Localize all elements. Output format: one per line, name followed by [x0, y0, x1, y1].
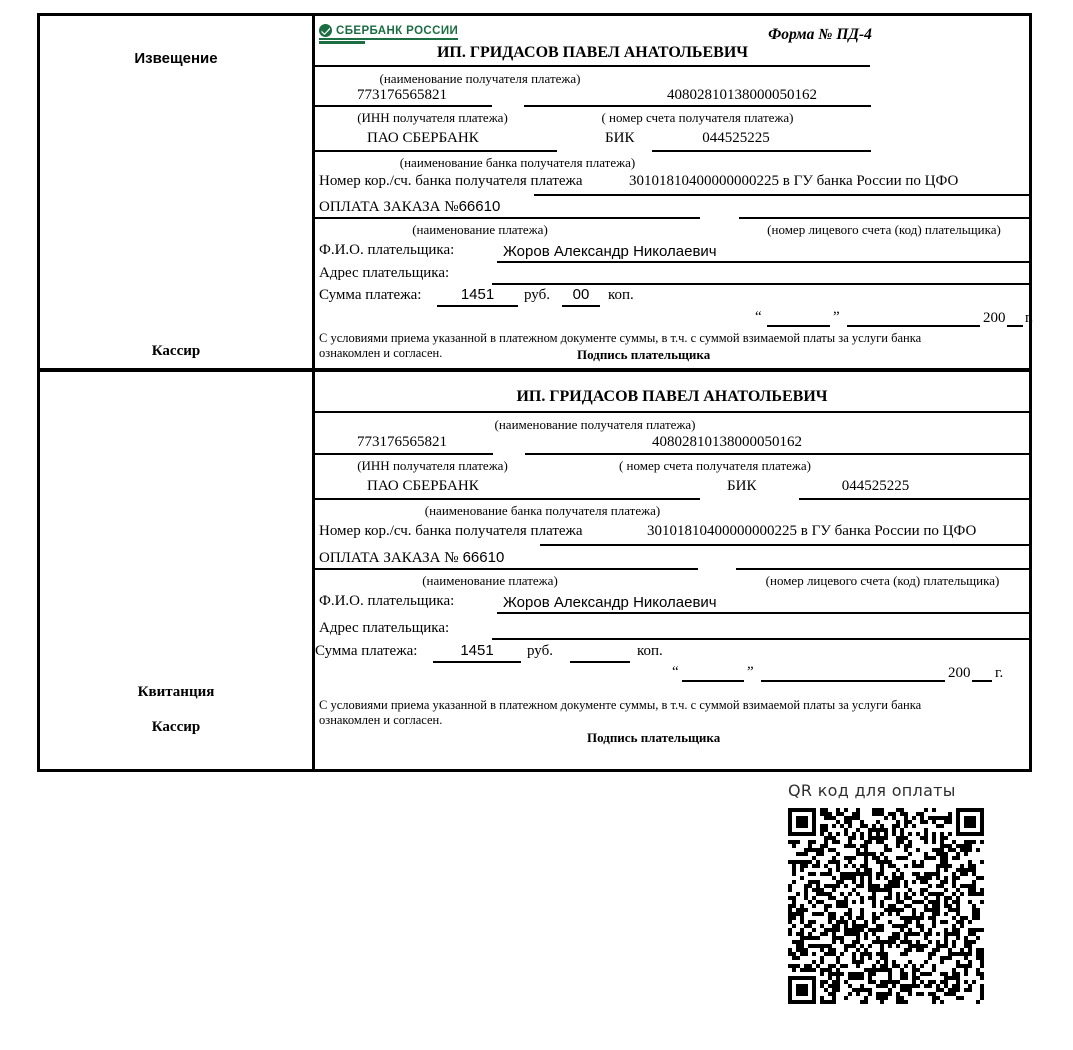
underline [652, 150, 871, 152]
receipt-left-cell [40, 372, 312, 769]
caption-recipient: (наименование получателя платежа) [494, 417, 696, 432]
underline [1007, 325, 1023, 327]
receipt-cashier-label: Кассир [151, 719, 201, 735]
caption-personal-account: (номер лицевого счета (код) плательщика) [767, 222, 1001, 237]
inn-value: 773176565821 [357, 434, 447, 450]
recipient-name: ИП. ГРИДАСОВ ПАВЕЛ АНАТОЛЬЕВИЧ [436, 44, 749, 61]
caption-bank: (наименование банка получателя платежа) [399, 155, 636, 170]
agreement-text: С условиями приема указанной в платежном документе суммы, в т.ч. с суммой взимаемой платы за услуги банка ознакомлен и согласен. [319, 698, 922, 728]
caption-payment: (наименование платежа) [422, 573, 558, 588]
agreement-text: С условиями приема указанной в платежном документе суммы, в т.ч. с суммой взимаемой платы за услуги банка ознакомлен и согласен. [319, 331, 922, 361]
rub-label: руб. [527, 643, 553, 659]
form-number-label: Форма № ПД-4 [768, 26, 872, 43]
quote-open: “ [755, 309, 762, 325]
recipient-name: ИП. ГРИДАСОВ ПАВЕЛ АНАТОЛЬЕВИЧ [516, 388, 828, 405]
quote-close: ” [747, 664, 754, 680]
payment-name-label: ОПЛАТА ЗАКАЗА № [319, 199, 459, 215]
receipt-label: Квитанция [137, 684, 215, 700]
corr-value: 30101810400000000225 в ГУ банка России по ЦФО [629, 173, 959, 189]
caption-account: ( номер счета получателя платежа) [618, 458, 812, 473]
year-suffix: г. [1025, 310, 1034, 326]
bank-name: ПАО СБЕРБАНК [367, 130, 479, 146]
qr-code [788, 808, 984, 1004]
corr-label: Номер кор./сч. банка получателя платежа [319, 173, 583, 189]
underline [433, 661, 521, 663]
corr-value: 30101810400000000225 в ГУ банка России по ЦФО [647, 523, 977, 539]
notice-left-cell [40, 16, 312, 368]
underline [540, 544, 1029, 546]
sum-value: 1451 [460, 286, 495, 303]
bik-value: 044525225 [702, 130, 770, 146]
payment-form-table [37, 13, 1032, 772]
kop-value: 00 [572, 286, 590, 303]
kop-label: коп. [637, 643, 663, 659]
underline [562, 305, 600, 307]
notice-cashier-label: Кассир [151, 343, 201, 359]
underline [492, 283, 1029, 285]
year-suffix: г. [995, 665, 1004, 681]
caption-payment: (наименование платежа) [412, 222, 548, 237]
underline [315, 217, 700, 219]
underline [739, 217, 1029, 219]
underline [497, 612, 1029, 614]
bik-label: БИК [605, 130, 635, 146]
caption-inn: (ИНН получателя платежа) [357, 458, 508, 473]
address-label: Адрес плательщика: [319, 620, 450, 636]
quote-open: “ [672, 664, 679, 680]
fio-value: Жоров Александр Николаевич [503, 243, 717, 260]
sum-label: Сумма платежа: [319, 287, 422, 303]
underline [525, 453, 1029, 455]
payment-name [319, 198, 500, 216]
sberbank-circle-icon [319, 24, 332, 37]
sum-value: 1451 [460, 642, 494, 659]
underline [315, 65, 870, 67]
account-value: 40802810138000050162 [667, 87, 817, 103]
underline [570, 661, 630, 663]
underline [315, 568, 698, 570]
quote-close: ” [833, 309, 840, 325]
underline [534, 194, 1029, 196]
underline [847, 325, 980, 327]
underline [315, 150, 557, 152]
sum-label: Сумма платежа: [315, 643, 418, 659]
fio-value: Жоров Александр Николаевич [503, 594, 717, 611]
caption-recipient: (наименование получателя платежа) [379, 71, 581, 86]
underline [315, 453, 493, 455]
underline [761, 680, 945, 682]
underline [497, 261, 1029, 263]
underline [682, 680, 744, 682]
fio-label: Ф.И.О. плательщика: [319, 593, 455, 609]
sberbank-logo [319, 24, 458, 44]
payer-signature-label: Подпись плательщика [587, 730, 721, 745]
underline [315, 498, 700, 500]
payment-name [319, 549, 504, 567]
caption-inn: (ИНН получателя платежа) [357, 110, 508, 125]
underline [736, 568, 1029, 570]
inn-value: 773176565821 [357, 87, 447, 103]
caption-personal-account: (номер лицевого счета (код) плательщика) [765, 573, 1000, 588]
receipt-right-cell [315, 372, 1029, 769]
fio-label: Ф.И.О. плательщика: [319, 242, 455, 258]
notice-right-cell [315, 16, 1034, 368]
bik-label: БИК [727, 478, 757, 494]
underline [437, 305, 518, 307]
bik-value: 044525225 [841, 478, 910, 494]
qr-code-label: QR код для оплаты [788, 781, 956, 800]
kop-label: коп. [608, 287, 634, 303]
caption-account: ( номер счета получателя платежа) [601, 110, 794, 125]
payer-signature-label: Подпись плательщика [577, 347, 711, 362]
account-value: 40802810138000050162 [652, 434, 802, 450]
notice-label: Извещение [134, 50, 218, 67]
year-prefix: 200 [983, 310, 1006, 326]
address-label: Адрес плательщика: [319, 265, 450, 281]
payment-order-number: 66610 [458, 198, 501, 215]
sberbank-logo-text: СБЕРБАНК РОССИИ [336, 24, 459, 37]
underline [972, 680, 992, 682]
underline [315, 411, 1029, 413]
payment-name-label: ОПЛАТА ЗАКАЗА № [319, 550, 459, 566]
year-prefix: 200 [948, 665, 971, 681]
underline [492, 638, 1029, 640]
bank-name: ПАО СБЕРБАНК [367, 478, 479, 494]
underline [767, 325, 830, 327]
corr-label: Номер кор./сч. банка получателя платежа [319, 523, 583, 539]
underline [315, 105, 492, 107]
underline [799, 498, 1029, 500]
underline [524, 105, 871, 107]
rub-label: руб. [524, 287, 550, 303]
payment-order-number: 66610 [462, 549, 505, 566]
caption-bank: (наименование банка получателя платежа) [424, 503, 661, 518]
